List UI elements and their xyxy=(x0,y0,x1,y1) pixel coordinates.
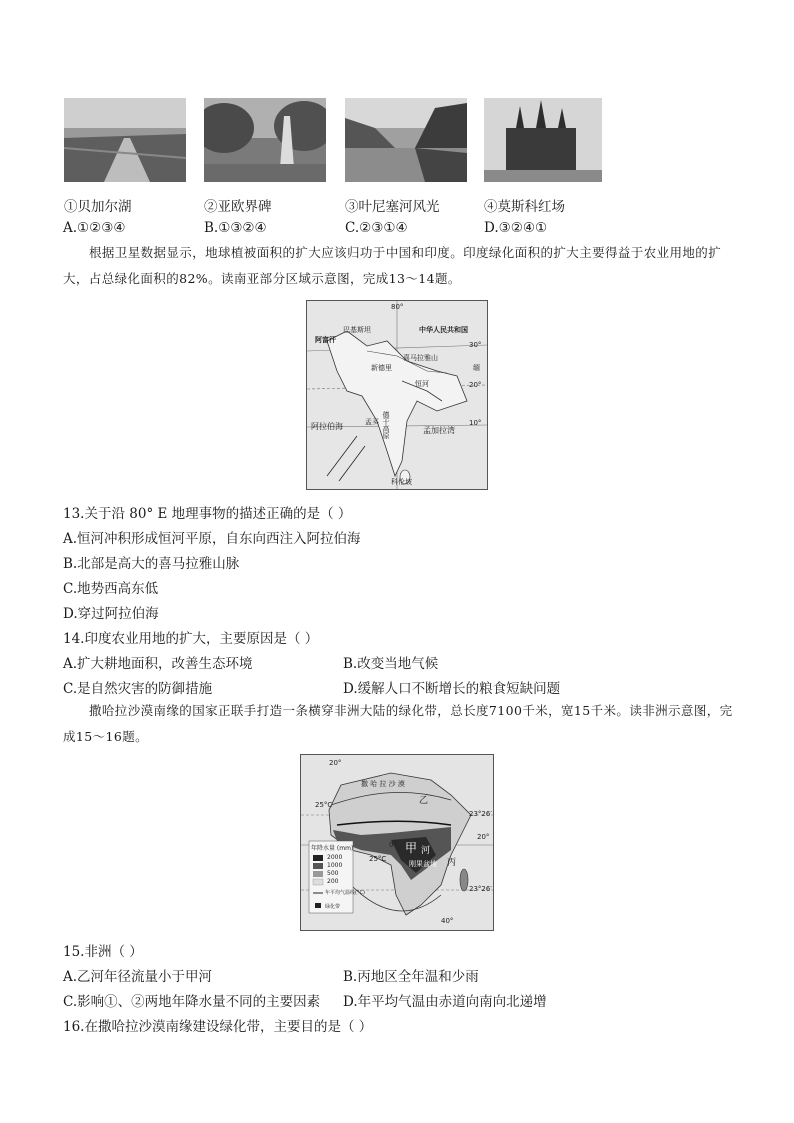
photo-caption: ④莫斯科红场 xyxy=(484,199,565,215)
map-label: 撒 哈 拉 沙 漠 xyxy=(361,780,405,788)
map-label: 阿拉伯海 xyxy=(311,422,343,431)
map-label: 孟加拉湾 xyxy=(423,426,455,435)
q14-option-b: B.改变当地气候 xyxy=(343,656,439,672)
map-label: 乙 xyxy=(419,796,429,806)
map-label: 年降水量 (mm) xyxy=(311,845,354,852)
map-label: 0° xyxy=(389,841,397,849)
q12-option-c: C.②③①④ xyxy=(345,220,408,236)
q15-stem: 15.非洲（ ） xyxy=(63,944,143,960)
photo-yenisei xyxy=(345,98,467,182)
map-label: 10° xyxy=(469,419,482,427)
map-label: 绿化带 xyxy=(325,904,341,910)
map-label: 新德里 xyxy=(371,364,392,372)
map-label: 23°26′ xyxy=(469,810,492,818)
map-label: 25°C xyxy=(315,801,333,809)
q12-option-d: D.③②④① xyxy=(484,220,548,236)
map-label: 200 xyxy=(327,878,339,885)
map-label: 年平均气温线(°C) xyxy=(325,890,365,896)
map-label: 丙 xyxy=(447,858,457,868)
q15-option-c: C.影响①、②两地年降水量不同的主要因素 xyxy=(63,994,321,1010)
q15-option-d: D.年平均气温由赤道向南向北递增 xyxy=(343,994,547,1010)
q14-option-c: C.是自然灾害的防御措施 xyxy=(63,681,213,697)
photo-baikal xyxy=(64,98,186,182)
map-label: 喜马拉雅山 xyxy=(403,354,438,362)
map-label: 500 xyxy=(327,870,339,877)
map-label: 20° xyxy=(477,833,490,841)
passage-africa: 撒哈拉沙漠南缘的国家正联手打造一条横穿非洲大陆的绿化带，总长度7100千米，宽15千米。读非洲示意图，完成15～16题。 xyxy=(63,703,733,744)
south-asia-map xyxy=(306,300,488,490)
map-label: 德干高原 xyxy=(382,411,390,439)
map-label: 中华人民共和国 xyxy=(419,326,468,334)
map-label: 23°26′ xyxy=(469,885,492,893)
map-label: 30° xyxy=(469,341,482,349)
q16-stem: 16.在撒哈拉沙漠南缘建设绿化带，主要目的是（ ） xyxy=(63,1019,373,1035)
map-label: 刚果盆地 xyxy=(409,860,437,868)
q15-option-a: A.乙河年径流量小于甲河 xyxy=(63,969,213,985)
q13-stem: 13.关于沿 80° E 地理事物的描述正确的是（ ） xyxy=(63,506,352,522)
map-label: 甲 xyxy=(405,841,418,855)
q14-option-a: A.扩大耕地面积，改善生态环境 xyxy=(63,656,253,672)
map-label: 河 xyxy=(421,846,431,856)
map-label: 缅 xyxy=(473,364,480,372)
photo-caption: ②亚欧界碑 xyxy=(204,199,272,215)
q14-stem: 14.印度农业用地的扩大，主要原因是（ ） xyxy=(63,631,319,647)
map-label: 2000 xyxy=(327,854,343,861)
map-label: 25°C xyxy=(369,855,387,863)
q13-option-a: A.恒河冲积形成恒河平原，自东向西注入阿拉伯海 xyxy=(63,531,361,547)
photo-caption: ③叶尼塞河风光 xyxy=(345,199,440,215)
map-label: 巴基斯坦 xyxy=(343,326,371,334)
map-label: 20° xyxy=(329,759,342,767)
map-label: 恒河 xyxy=(415,380,429,388)
q12-option-a: A.①②③④ xyxy=(63,220,126,236)
photo-caption: ①贝加尔湖 xyxy=(64,199,132,215)
q13-option-d: D.穿过阿拉伯海 xyxy=(63,606,159,622)
q15-option-b: B.丙地区全年温和少雨 xyxy=(343,969,479,985)
q13-option-b: B.北部是高大的喜马拉雅山脉 xyxy=(63,556,240,572)
map-label: 1000 xyxy=(327,862,343,869)
map-label: 80° xyxy=(391,303,404,311)
photo-eurasia-monument xyxy=(204,98,326,182)
passage-south-asia: 根据卫星数据显示，地球植被面积的扩大应该归功于中国和印度。印度绿化面积的扩大主要得益于农业用地的扩大，占总绿化面积的82%。读南亚部分区域示意图，完成13～14题。 xyxy=(63,245,722,286)
q13-option-c: C.地势西高东低 xyxy=(63,581,159,597)
photo-red-square xyxy=(484,98,602,182)
q12-option-b: B.①③②④ xyxy=(204,220,267,236)
map-label: 40° xyxy=(441,917,454,925)
q14-option-d: D.缓解人口不断增长的粮食短缺问题 xyxy=(343,681,561,697)
map-label: 20° xyxy=(469,381,482,389)
map-label: 阿富汗 xyxy=(315,336,336,344)
map-label: 孟买 xyxy=(365,418,379,426)
map-label: 科伦坡 xyxy=(391,478,412,486)
africa-map xyxy=(300,754,494,931)
